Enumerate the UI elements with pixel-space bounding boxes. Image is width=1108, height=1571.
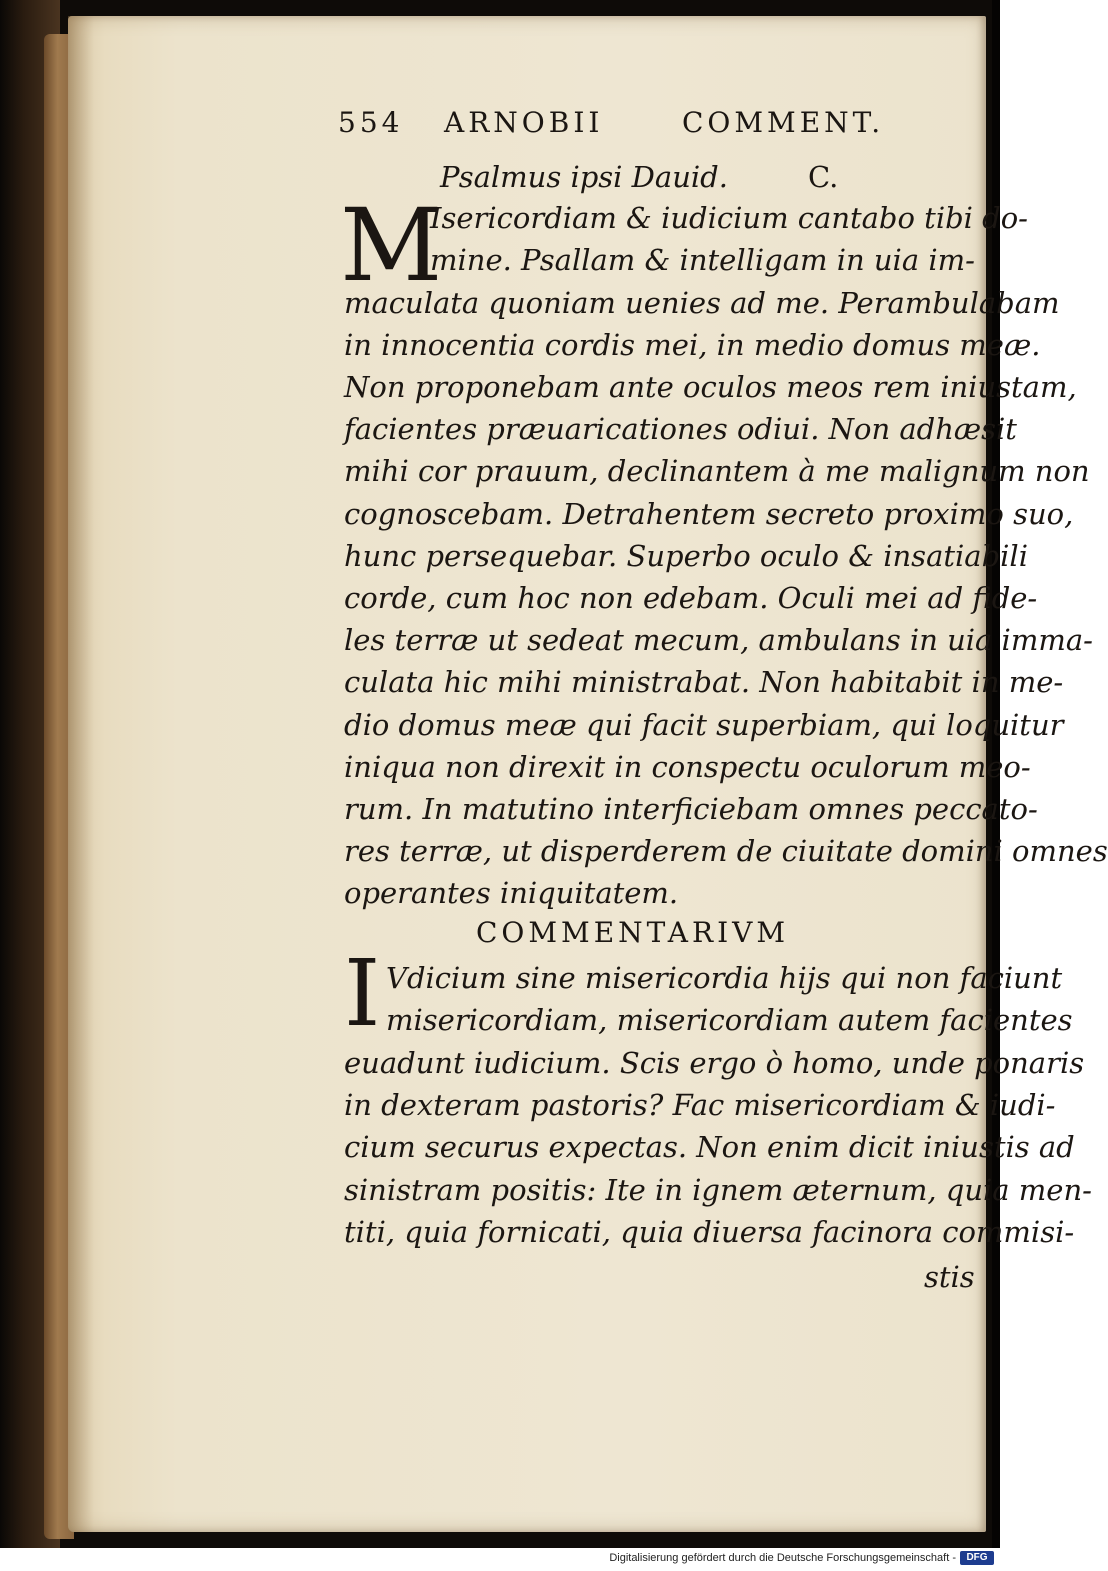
commentary-line: titi, quia fornicati, quia diuersa facinora commisi- (344, 1215, 1075, 1249)
psalm-line: culata hic mihi ministrabat. Non habitabit in me- (344, 665, 1064, 699)
running-head-title: COMMENT. (682, 106, 885, 139)
psalm-line: mihi cor prauum, declinantem à me malignum non (344, 454, 1090, 488)
catchword: stis (924, 1260, 975, 1294)
psalm-line: Isericordiam & iudicium cantabo tibi do- (430, 201, 1028, 235)
commentary-line: in dexteram pastoris? Fac misericordiam & iudi- (344, 1088, 1056, 1122)
running-head-author: ARNOBII (444, 106, 604, 139)
commentary-drop-cap: I (344, 940, 381, 1047)
psalm-drop-cap: M (340, 187, 443, 304)
psalm-line: iniqua non direxit in conspectu oculorum meo- (344, 750, 1031, 784)
psalm-line: cognoscebam. Detrahentem secreto proximo suo, (344, 497, 1074, 531)
page-gutter (68, 16, 94, 1532)
running-head (338, 106, 918, 146)
psalm-number: C. (808, 160, 839, 194)
commentary-heading: COMMENTARIVM (476, 916, 790, 949)
commentary-line: Vdicium sine misericordia hijs qui non faciunt (386, 961, 1063, 995)
psalm-line: corde, cum hoc non edebam. Oculi mei ad fide- (344, 581, 1038, 615)
psalm-line: facientes præuaricationes odiui. Non adhæsit (344, 412, 1017, 446)
psalm-line: Non proponebam ante oculos meos rem iniustam, (344, 370, 1077, 404)
psalm-line: dio domus meæ qui facit superbiam, qui loquitur (344, 708, 1064, 742)
commentary-line: sinistram positis: Ite in ignem æternum, quia men- (344, 1173, 1092, 1207)
commentary-line: euadunt iudicium. Scis ergo ò homo, unde ponaris (344, 1046, 1085, 1080)
commentary-line: misericordiam, misericordiam autem facientes (386, 1003, 1073, 1037)
psalm-line: mine. Psallam & intelligam in uia im- (430, 243, 975, 277)
psalm-subtitle: Psalmus ipsi Dauid. (440, 160, 728, 194)
psalm-line: maculata quoniam uenies ad me. Perambulabam (344, 286, 1060, 320)
psalm-line: in innocentia cordis mei, in medio domus meæ. (344, 328, 1041, 362)
funding-credit: Digitalisierung gefördert durch die Deutsche Forschungsgemeinschaft - (609, 1552, 956, 1564)
psalm-line: hunc persequebar. Superbo oculo & insatiabili (344, 539, 1028, 573)
page-number: 554 (338, 106, 404, 139)
psalm-line: les terræ ut sedeat mecum, ambulans in uia imma- (344, 623, 1093, 657)
dfg-logo: DFG (960, 1551, 994, 1565)
psalm-line: rum. In matutino interficiebam omnes peccato- (344, 792, 1038, 826)
commentary-line: cium securus expectas. Non enim dicit iniustis ad (344, 1130, 1075, 1164)
psalm-line: res terræ, ut disperderem de ciuitate domini omnes (344, 834, 1108, 868)
psalm-line: operantes iniquitatem. (344, 876, 679, 910)
